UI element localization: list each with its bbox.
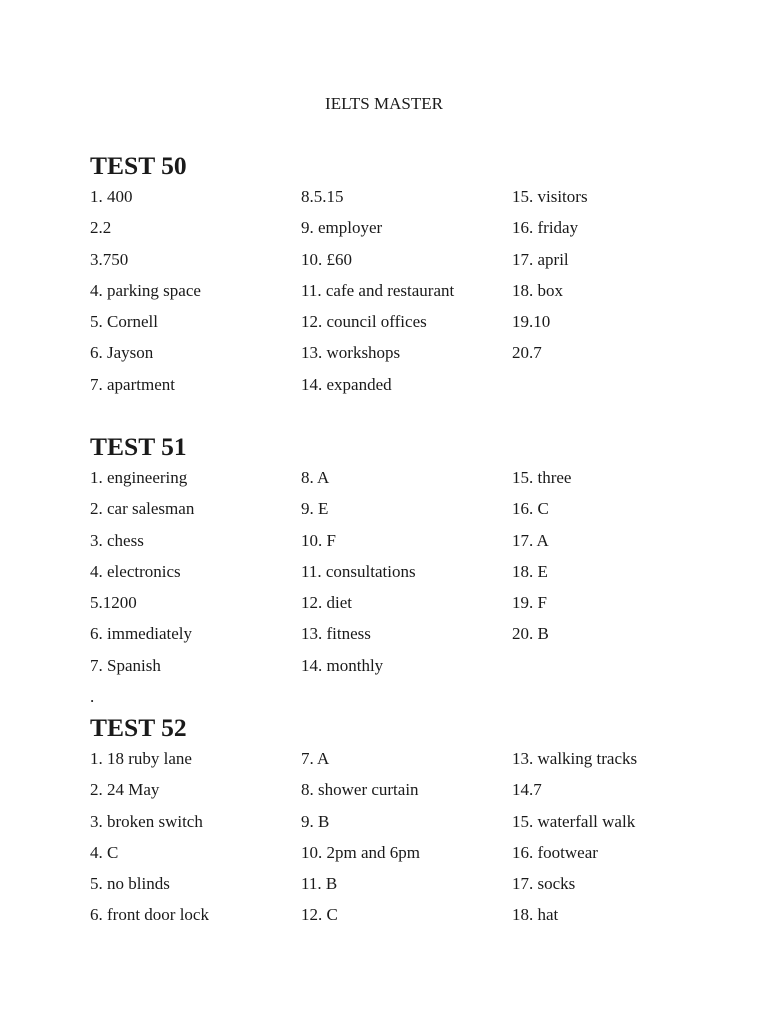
answer-item: 5. no blinds (90, 874, 170, 894)
answer-item: 1. 400 (90, 187, 133, 206)
answer-item: 13. workshops (301, 343, 401, 363)
answer-item: 15. three (512, 468, 572, 487)
answer-item: 17. A (512, 530, 549, 550)
answer-item: 16. friday (512, 218, 579, 238)
answer-item: 4. C (90, 842, 119, 862)
answer-row (90, 187, 710, 218)
answer-item: 18. box (512, 280, 563, 300)
answer-item: 11. consultations (301, 561, 416, 581)
answer-item: 20. B (512, 624, 549, 644)
answer-row (90, 874, 710, 905)
answer-item: 6. front door lock (90, 905, 209, 925)
answer-item: 16. C (512, 499, 549, 519)
answer-item: 5.1200 (90, 593, 137, 613)
answer-row (90, 343, 710, 374)
test-heading: TEST 52 (90, 713, 187, 742)
separator-dot: . (90, 687, 95, 706)
answer-item: 8.5.15 (301, 187, 344, 206)
answer-item: 5. Cornell (90, 312, 158, 332)
answer-row (90, 375, 710, 406)
answer-item: 4. electronics (90, 561, 181, 581)
answer-row (90, 499, 710, 530)
answer-item: 2. car salesman (90, 499, 195, 519)
answer-item: 7. Spanish (90, 655, 161, 675)
test-51-section (90, 432, 710, 687)
answer-item: 6. immediately (90, 624, 192, 644)
answer-item: 18. E (512, 561, 548, 581)
answer-item: 6. Jayson (90, 343, 154, 363)
answer-item: 2. 24 May (90, 780, 160, 800)
answer-row (90, 780, 710, 811)
answer-item: 16. footwear (512, 842, 598, 862)
answer-item: 3. chess (90, 530, 144, 550)
answer-row (90, 812, 710, 843)
answer-item: 3. broken switch (90, 811, 203, 831)
answer-item: 17. socks (512, 874, 576, 894)
answer-item: 1. 18 ruby lane (90, 749, 192, 768)
answer-item: 19.10 (512, 312, 551, 332)
answer-item: 20.7 (512, 343, 542, 363)
answer-row (90, 562, 710, 593)
answer-item: 12. C (301, 905, 338, 925)
test-heading: TEST 50 (90, 151, 187, 180)
answer-row (90, 531, 710, 562)
test-52-section (90, 713, 710, 937)
answer-row (90, 250, 710, 281)
answer-item: 15. waterfall walk (512, 811, 636, 831)
answer-grid (90, 468, 710, 687)
answer-item: 1. engineering (90, 468, 188, 487)
answer-item: 7. A (301, 749, 330, 768)
answer-item: 19. F (512, 593, 547, 613)
answer-item: 10. 2pm and 6pm (301, 842, 420, 862)
answer-item: 7. apartment (90, 374, 175, 394)
answer-item: 13. fitness (301, 624, 371, 644)
answer-item: 14. expanded (301, 374, 392, 394)
answer-item: 2.2 (90, 218, 112, 238)
answer-row (90, 312, 710, 343)
answer-item: 3.750 (90, 249, 129, 269)
answer-item: 12. diet (301, 593, 352, 613)
answer-item: 4. parking space (90, 280, 201, 300)
answer-item: 12. council offices (301, 312, 427, 332)
answer-item: 9. B (301, 811, 330, 831)
answer-row (90, 656, 710, 687)
answer-item: 13. walking tracks (512, 749, 638, 768)
answer-row (90, 281, 710, 312)
answer-item: 8. A (301, 468, 330, 487)
answer-grid (90, 749, 710, 937)
answer-row (90, 468, 710, 499)
answer-row (90, 749, 710, 780)
answer-item: 17. april (512, 249, 569, 269)
test-50-section (90, 151, 710, 406)
test-heading: TEST 51 (90, 432, 187, 461)
answer-item: 9. employer (301, 218, 383, 238)
answer-item: 8. shower curtain (301, 780, 419, 800)
answer-item: 11. cafe and restaurant (301, 280, 455, 300)
answer-item: 18. hat (512, 905, 559, 925)
answer-item: 9. E (301, 499, 329, 519)
answer-item: 15. visitors (512, 187, 588, 206)
answer-row (90, 905, 710, 936)
answer-item: 10. F (301, 530, 336, 550)
answer-item: 14.7 (512, 780, 542, 800)
page-title: IELTS MASTER (325, 94, 443, 113)
answer-row (90, 624, 710, 655)
answer-row (90, 593, 710, 624)
answer-item: 10. £60 (301, 249, 352, 269)
answer-row (90, 218, 710, 249)
answer-item: 11. B (301, 874, 338, 894)
answer-grid (90, 187, 710, 406)
answer-row (90, 843, 710, 874)
answer-item: 14. monthly (301, 655, 384, 675)
